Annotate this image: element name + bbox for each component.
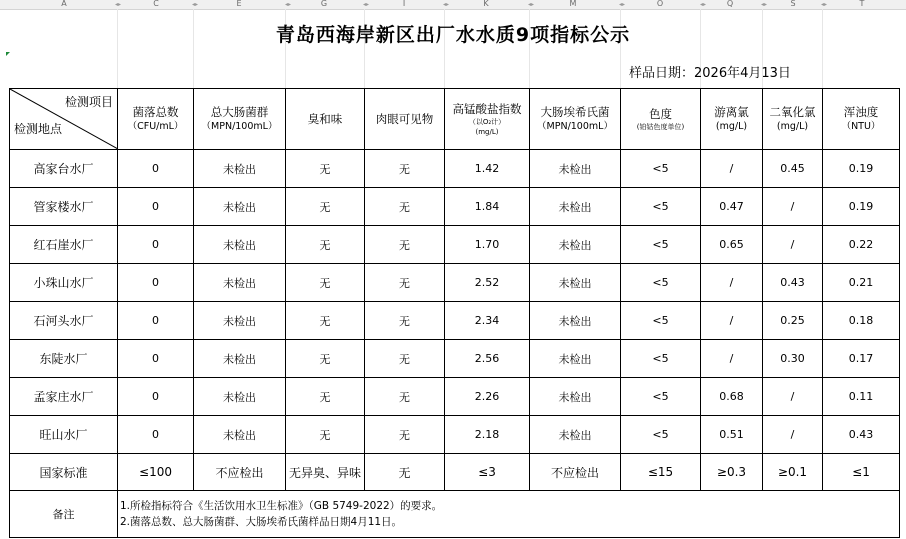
value-cell[interactable]: 0.25 — [763, 302, 823, 340]
notes-cell[interactable] — [118, 491, 900, 538]
value-cell[interactable]: 未检出 — [530, 188, 621, 226]
value-cell[interactable]: 未检出 — [530, 378, 621, 416]
site-cell[interactable]: 管家楼水厂 — [10, 188, 118, 226]
header-unit: (mg/L) — [776, 121, 809, 132]
site-cell[interactable]: 旺山水厂 — [10, 416, 118, 454]
header-name: 大肠埃希氏菌 — [540, 105, 610, 119]
value-cell[interactable]: 0.43 — [823, 416, 900, 454]
page-title: 青岛西海岸新区出厂水水质9项指标公示 — [275, 24, 631, 46]
value-cell[interactable]: 1.70 — [445, 226, 530, 264]
header-name: 二氧化氯 — [769, 105, 816, 119]
value-cell[interactable]: 2.34 — [445, 302, 530, 340]
column-letter[interactable]: Q — [726, 0, 734, 8]
value-cell[interactable]: 0 — [118, 416, 194, 454]
value-cell[interactable]: 无 — [286, 416, 365, 454]
value-cell[interactable]: 1.42 — [445, 150, 530, 188]
corner-bottom-label: 检测地点 — [14, 122, 63, 136]
standard-value-cell[interactable]: ≥0.3 — [701, 454, 763, 491]
column-letter[interactable]: T — [859, 0, 865, 8]
header-unit: （CFU/mL） — [127, 121, 184, 132]
value-cell[interactable]: 0.19 — [823, 188, 900, 226]
header-unit: （以O₂计） — [468, 117, 506, 126]
standard-value-cell[interactable]: ≤3 — [445, 454, 530, 491]
column-letter[interactable]: A — [61, 0, 67, 8]
standard-value-cell[interactable]: ≤1 — [823, 454, 900, 491]
table-row — [10, 302, 900, 340]
water-quality-table — [9, 88, 900, 538]
value-cell[interactable]: / — [701, 340, 763, 378]
value-cell[interactable]: 2.52 — [445, 264, 530, 302]
site-cell[interactable]: 东陡水厂 — [10, 340, 118, 378]
value-cell[interactable]: 0 — [118, 150, 194, 188]
value-cell[interactable]: 无 — [365, 150, 445, 188]
value-cell[interactable]: 无 — [286, 378, 365, 416]
header-name: 浑浊度 — [843, 105, 879, 119]
header-name: 高锰酸盐指数 — [452, 101, 522, 116]
standard-label-cell[interactable]: 国家标准 — [10, 454, 118, 491]
value-cell[interactable]: 未检出 — [530, 226, 621, 264]
header-cell[interactable] — [701, 89, 763, 150]
value-cell[interactable]: 未检出 — [194, 416, 286, 454]
value-cell[interactable]: 2.26 — [445, 378, 530, 416]
header-cell[interactable] — [530, 89, 621, 150]
value-cell[interactable]: 未检出 — [194, 340, 286, 378]
value-cell[interactable]: 0 — [118, 264, 194, 302]
standard-row — [10, 454, 900, 491]
standard-value-cell[interactable]: ≤15 — [621, 454, 701, 491]
value-cell[interactable]: 0.68 — [701, 378, 763, 416]
value-cell[interactable]: 未检出 — [194, 150, 286, 188]
column-letter[interactable]: G — [320, 0, 328, 8]
header-unit: (mg/L) — [715, 121, 748, 132]
value-cell[interactable]: / — [763, 416, 823, 454]
value-cell[interactable]: 未检出 — [530, 150, 621, 188]
standard-value-cell[interactable]: ≤100 — [118, 454, 194, 491]
value-cell[interactable]: 0 — [118, 302, 194, 340]
value-cell[interactable]: 无 — [286, 264, 365, 302]
site-cell[interactable]: 小珠山水厂 — [10, 264, 118, 302]
value-cell[interactable]: 无 — [286, 150, 365, 188]
value-cell[interactable]: 0.11 — [823, 378, 900, 416]
value-cell[interactable]: 0.51 — [701, 416, 763, 454]
value-cell[interactable]: 无 — [365, 226, 445, 264]
corner-header-cell[interactable] — [10, 89, 118, 150]
header-cell[interactable] — [194, 89, 286, 150]
header-name: 色度 — [649, 106, 672, 121]
value-cell[interactable]: 未检出 — [194, 302, 286, 340]
value-cell[interactable]: <5 — [621, 378, 701, 416]
value-cell[interactable]: 无 — [365, 188, 445, 226]
value-cell[interactable]: 0.45 — [763, 150, 823, 188]
standard-value-cell[interactable]: 无 — [365, 454, 445, 491]
value-cell[interactable]: 2.56 — [445, 340, 530, 378]
header-unit: （NTU） — [841, 121, 881, 132]
standard-value-cell[interactable]: 不应检出 — [194, 454, 286, 491]
value-cell[interactable]: 无 — [365, 416, 445, 454]
table-row — [10, 150, 900, 188]
column-letter[interactable]: C — [153, 0, 159, 8]
table-row — [10, 226, 900, 264]
value-cell[interactable]: 无 — [365, 340, 445, 378]
value-cell[interactable]: <5 — [621, 264, 701, 302]
header-cell[interactable] — [445, 89, 530, 150]
table-row — [10, 416, 900, 454]
header-cell[interactable] — [118, 89, 194, 150]
value-cell[interactable]: 0 — [118, 226, 194, 264]
sample-date: 样品日期：2026年4月13日 — [629, 66, 791, 81]
value-cell[interactable]: 0 — [118, 188, 194, 226]
value-cell[interactable]: / — [763, 378, 823, 416]
notes-row — [10, 491, 900, 538]
value-cell[interactable]: 0 — [118, 378, 194, 416]
value-cell[interactable]: 1.84 — [445, 188, 530, 226]
site-cell[interactable]: 红石崖水厂 — [10, 226, 118, 264]
spreadsheet-column-header: A ◂▸ C ◂▸ E ◂▸ G ◂▸ I ◂▸ K ◂▸ M ◂▸ O ◂▸ Q ◂▸ S ◂▸ T — [0, 0, 906, 10]
value-cell[interactable]: 0.22 — [823, 226, 900, 264]
header-cell[interactable] — [823, 89, 900, 150]
value-cell[interactable]: / — [763, 226, 823, 264]
value-cell[interactable]: 0.65 — [701, 226, 763, 264]
column-letter[interactable]: I — [402, 0, 406, 8]
value-cell[interactable]: 无 — [365, 378, 445, 416]
value-cell[interactable]: 未检出 — [530, 340, 621, 378]
value-cell[interactable]: <5 — [621, 340, 701, 378]
standard-value-cell[interactable]: 无异臭、异味 — [286, 454, 365, 491]
value-cell[interactable]: 无 — [286, 340, 365, 378]
column-letter[interactable]: O — [656, 0, 664, 8]
notes-label-cell[interactable]: 备注 — [10, 491, 118, 538]
value-cell[interactable]: 2.18 — [445, 416, 530, 454]
value-cell[interactable]: 未检出 — [194, 264, 286, 302]
site-cell[interactable]: 高家台水厂 — [10, 150, 118, 188]
header-unit: （MPN/100mL） — [201, 121, 278, 132]
value-cell[interactable]: 无 — [286, 188, 365, 226]
column-letter[interactable]: S — [790, 0, 796, 8]
value-cell[interactable]: / — [763, 188, 823, 226]
value-cell[interactable]: 无 — [365, 302, 445, 340]
site-cell[interactable]: 孟家庄水厂 — [10, 378, 118, 416]
note-line-2: 2.菌落总数、总大肠菌群、大肠埃希氏菌样品日期4月11日。 — [120, 516, 403, 528]
value-cell[interactable]: 未检出 — [194, 226, 286, 264]
value-cell[interactable]: 0.47 — [701, 188, 763, 226]
value-cell[interactable]: 无 — [365, 264, 445, 302]
header-name: 总大肠菌群 — [210, 105, 269, 119]
header-name: 臭和味 — [307, 111, 343, 126]
corner-top-label: 检测项目 — [64, 95, 113, 109]
value-cell[interactable]: 无 — [286, 302, 365, 340]
value-cell[interactable]: <5 — [621, 416, 701, 454]
header-unit2: (mg/L) — [475, 127, 499, 136]
table-row — [10, 340, 900, 378]
value-cell[interactable]: 未检出 — [530, 264, 621, 302]
value-cell[interactable]: <5 — [621, 302, 701, 340]
cell-comment-marker — [6, 52, 10, 56]
note-line-1: 1.所检指标符合《生活饮用水卫生标准》（GB 5749-2022）的要求。 — [120, 500, 443, 512]
value-cell[interactable]: <5 — [621, 226, 701, 264]
value-cell[interactable]: 无 — [286, 226, 365, 264]
value-cell[interactable]: 0.43 — [763, 264, 823, 302]
value-cell[interactable]: <5 — [621, 150, 701, 188]
table-row — [10, 264, 900, 302]
header-unit: (铂钴色度单位) — [636, 122, 685, 131]
value-cell[interactable]: / — [701, 150, 763, 188]
value-cell[interactable]: 未检出 — [530, 416, 621, 454]
column-letter[interactable]: K — [483, 0, 489, 8]
table-row — [10, 188, 900, 226]
header-cell[interactable] — [621, 89, 701, 150]
value-cell[interactable]: 未检出 — [194, 378, 286, 416]
value-cell[interactable]: / — [701, 264, 763, 302]
header-name: 游离氯 — [714, 105, 749, 119]
header-cell[interactable] — [763, 89, 823, 150]
value-cell[interactable]: 0 — [118, 340, 194, 378]
column-letter[interactable]: E — [236, 0, 242, 8]
header-cell[interactable] — [286, 89, 365, 150]
header-cell[interactable] — [365, 89, 445, 150]
site-cell[interactable]: 石河头水厂 — [10, 302, 118, 340]
header-unit: （MPN/100mL） — [537, 121, 613, 132]
value-cell[interactable]: 0.30 — [763, 340, 823, 378]
standard-value-cell[interactable]: ≥0.1 — [763, 454, 823, 491]
value-cell[interactable]: <5 — [621, 188, 701, 226]
value-cell[interactable]: 未检出 — [530, 302, 621, 340]
value-cell[interactable]: / — [701, 302, 763, 340]
standard-value-cell[interactable]: 不应检出 — [530, 454, 621, 491]
header-row — [10, 89, 900, 150]
value-cell[interactable]: 0.21 — [823, 264, 900, 302]
table-row — [10, 378, 900, 416]
value-cell[interactable]: 0.19 — [823, 150, 900, 188]
value-cell[interactable]: 0.17 — [823, 340, 900, 378]
value-cell[interactable]: 0.18 — [823, 302, 900, 340]
header-name: 菌落总数 — [132, 105, 179, 119]
column-letter[interactable]: M — [569, 0, 577, 8]
header-name: 肉眼可见物 — [375, 111, 434, 126]
value-cell[interactable]: 未检出 — [194, 188, 286, 226]
